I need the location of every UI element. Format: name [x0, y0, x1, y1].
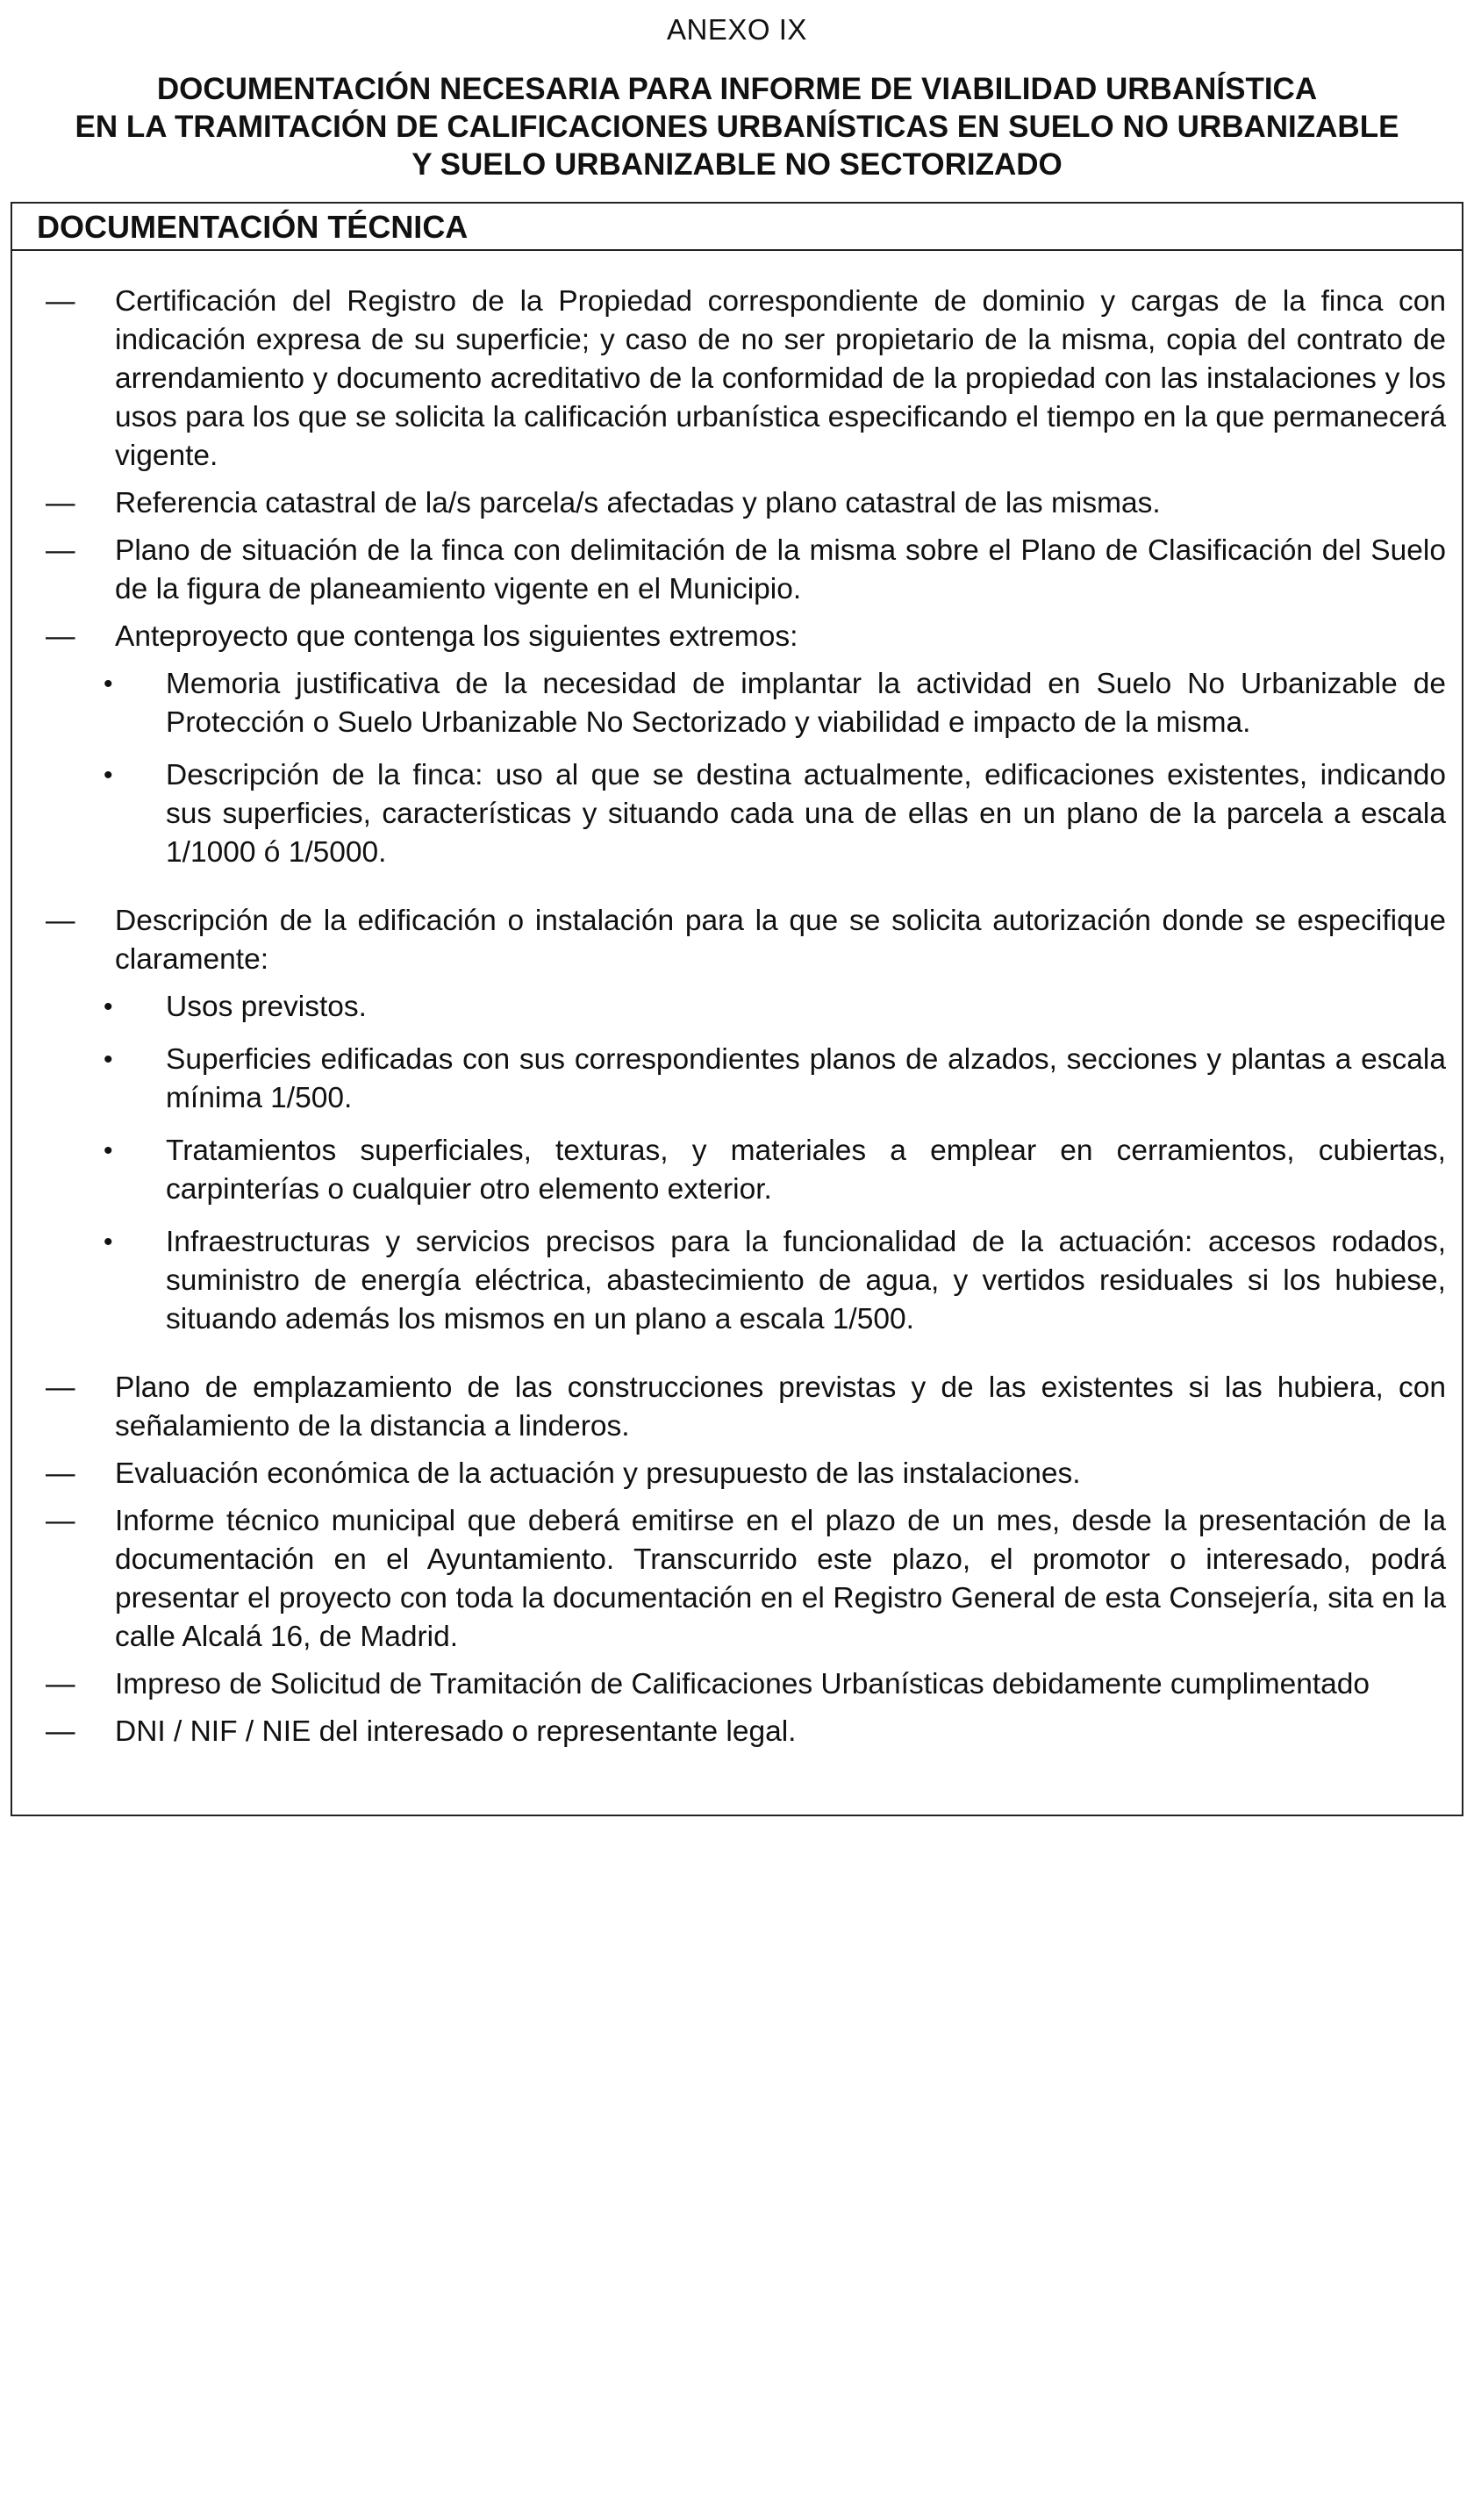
sub-list-item [12, 665, 1462, 742]
technical-documentation-box [11, 202, 1463, 1816]
sub-list-item [12, 1132, 1462, 1209]
sub-item-text: Usos previstos. [166, 991, 367, 1023]
bullet-marker: • [104, 761, 113, 790]
sub-item-text: Tratamientos superficiales, texturas, y materiales a emplear en cerramientos, cubiertas, carpinterías o cualquier otro elemento exterior. [166, 1135, 1446, 1206]
section-header [12, 204, 1462, 251]
dash-marker: — [46, 1505, 75, 1537]
title-line: DOCUMENTACIÓN NECESARIA PARA INFORME DE VIABILIDAD URBANÍSTICA [156, 72, 1318, 106]
item-text: Plano de emplazamiento de las construcciones previstas y de las existentes si las hubiera, con señalamiento de la distancia a linderos. [115, 1371, 1446, 1443]
list-item [12, 1502, 1462, 1657]
item-text: DNI / NIF / NIE del interesado o representante legal. [115, 1715, 797, 1748]
sub-list-item [12, 988, 1462, 1027]
document-title [0, 70, 1474, 183]
item-text: Referencia catastral de la/s parcela/s afectadas y plano catastral de las mismas. [115, 487, 1161, 519]
dash-marker: — [46, 905, 75, 937]
list-item [12, 1455, 1462, 1493]
dash-marker: — [46, 620, 75, 653]
dash-marker: — [46, 285, 75, 318]
bullet-marker: • [104, 1045, 113, 1074]
section-heading: DOCUMENTACIÓN TÉCNICA [37, 209, 469, 245]
title-line: EN LA TRAMITACIÓN DE CALIFICACIONES URBANÍSTICAS EN SUELO NO URBANIZABLE [75, 110, 1399, 144]
dash-marker: — [46, 487, 75, 519]
sub-list-item [12, 756, 1462, 872]
dash-marker: — [46, 1457, 75, 1490]
dash-marker: — [46, 1371, 75, 1404]
item-text: Informe técnico municipal que deberá emitirse en el plazo de un mes, desde la presentación de la documentación en el Ayuntamiento. Transcurrido este plazo, el promotor o interesado, podrá presentar el proyecto con toda la documentación en el Registro General de esta Consejería, sita en la calle Alcalá 16, de Madrid. [115, 1505, 1446, 1653]
list-item [12, 1665, 1462, 1704]
dash-marker: — [46, 534, 75, 567]
item-text: Anteproyecto que contenga los siguientes extremos: [115, 620, 798, 653]
item-text: Descripción de la edificación o instalación para la que se solicita autorización donde se especifique claramente: [115, 905, 1446, 976]
sub-item-text: Descripción de la finca: uso al que se destina actualmente, edificaciones existentes, indicando sus superficies, características y situando cada una de ellas en un plano de la parcela a escala 1/1000 ó 1/5000. [166, 759, 1446, 869]
list-item [12, 1713, 1462, 1751]
list-item [12, 484, 1462, 523]
sub-item-text: Superficies edificadas con sus correspondientes planos de alzados, secciones y plantas a escala mínima 1/500. [166, 1043, 1446, 1114]
list-item [12, 283, 1462, 476]
sub-item-text: Memoria justificativa de la necesidad de implantar la actividad en Suelo No Urbanizable de Protección o Suelo Urbanizable No Sectorizado y viabilidad e impacto de la misma. [166, 668, 1446, 739]
item-text: Evaluación económica de la actuación y presupuesto de las instalaciones. [115, 1457, 1081, 1490]
sub-list-item [12, 1223, 1462, 1339]
requirements-list [12, 283, 1462, 1751]
list-item [12, 902, 1462, 979]
title-line: Y SUELO URBANIZABLE NO SECTORIZADO [411, 147, 1063, 182]
annex-label: ANEXO IX [667, 13, 807, 46]
bullet-marker: • [104, 1136, 113, 1165]
dash-marker: — [46, 1668, 75, 1700]
bullet-marker: • [104, 992, 113, 1021]
item-text: Plano de situación de la finca con delimitación de la misma sobre el Plano de Clasificación del Suelo de la figura de planeamiento vigente en el Municipio. [115, 534, 1446, 605]
sub-list-item [12, 1041, 1462, 1118]
list-item [12, 618, 1462, 656]
dash-marker: — [46, 1715, 75, 1748]
bullet-marker: • [104, 669, 113, 698]
bullet-marker: • [104, 1228, 113, 1256]
item-text: Impreso de Solicitud de Tramitación de Calificaciones Urbanísticas debidamente cumplimentado [115, 1668, 1370, 1700]
sub-item-text: Infraestructuras y servicios precisos para la funcionalidad de la actuación: accesos rodados, suministro de energía eléctrica, abastecimiento de agua, y vertidos residuales si los hubiese, situando además los mismos en un plano a escala 1/500. [166, 1226, 1446, 1335]
list-item [12, 1369, 1462, 1446]
list-item [12, 532, 1462, 609]
item-text: Certificación del Registro de la Propiedad correspondiente de dominio y cargas de la finca con indicación expresa de su superficie; y caso de no ser propietario de la misma, copia del contrato de arrendamiento y documento acreditativo de la conformidad de la propiedad con las instalaciones y los usos para los que se solicita la calificación urbanística especificando el tiempo en la que permanecerá vigente. [115, 285, 1446, 472]
